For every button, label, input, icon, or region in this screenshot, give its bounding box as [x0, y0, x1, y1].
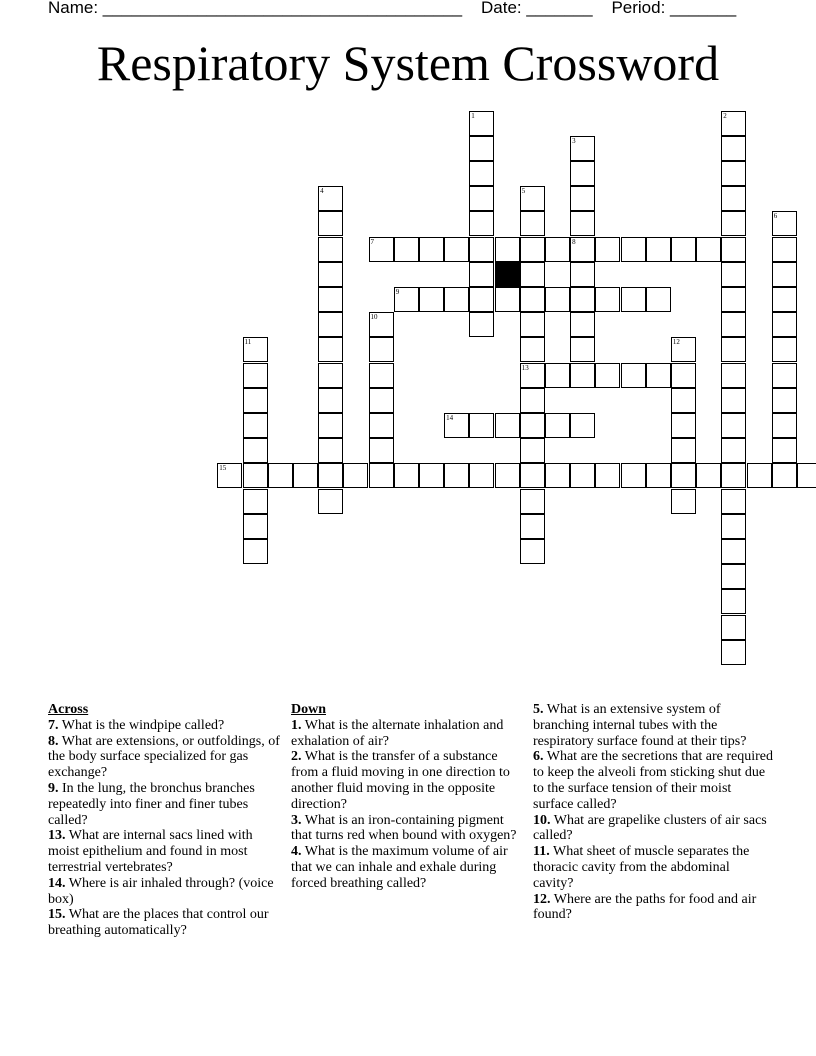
clue-item-number: 7.: [48, 717, 59, 733]
grid-cell[interactable]: [570, 161, 595, 186]
grid-cell[interactable]: [721, 589, 746, 614]
grid-cell[interactable]: [495, 413, 520, 438]
grid-cell[interactable]: [444, 237, 469, 262]
grid-cell[interactable]: [318, 463, 343, 488]
grid-cell[interactable]: [369, 438, 394, 463]
clue-item-text: What sheet of muscle separates the thoracic cavity from the abdominal cavity?: [533, 844, 750, 891]
clue-item-number: 5.: [533, 702, 544, 717]
grid-cell[interactable]: [520, 539, 545, 564]
black-square: [495, 262, 520, 287]
grid-cell[interactable]: [318, 312, 343, 337]
clue-item-text: In the lung, the bronchus branches repeatedly into finer and finer tubes called?: [48, 780, 255, 828]
grid-cell[interactable]: [595, 463, 620, 488]
grid-cell[interactable]: [671, 363, 696, 388]
clue-item: [48, 781, 284, 828]
grid-cell[interactable]: [343, 463, 368, 488]
clue-item-text: What are extensions, or outfoldings, of the body surface specialized for gas exchange?: [48, 733, 280, 781]
grid-cell[interactable]: [419, 237, 444, 262]
grid-cell[interactable]: [243, 388, 268, 413]
grid-cell[interactable]: [495, 463, 520, 488]
grid-cell[interactable]: [469, 186, 494, 211]
grid-cell[interactable]: [721, 413, 746, 438]
grid-cell[interactable]: [671, 237, 696, 262]
grid-cell[interactable]: [570, 287, 595, 312]
clue-number: 7: [370, 237, 374, 246]
across-heading: Across: [48, 702, 89, 717]
grid-cell[interactable]: [217, 463, 242, 488]
grid-cell[interactable]: [772, 413, 797, 438]
grid-cell[interactable]: [772, 211, 797, 236]
clue-item: [533, 892, 773, 924]
clue-number: 3: [572, 136, 576, 145]
grid-cell[interactable]: [318, 237, 343, 262]
grid-cell[interactable]: [696, 463, 721, 488]
grid-cell[interactable]: [495, 237, 520, 262]
grid-cell[interactable]: [369, 463, 394, 488]
grid-cell[interactable]: [545, 363, 570, 388]
grid-cell[interactable]: [621, 363, 646, 388]
grid-cell[interactable]: [243, 539, 268, 564]
grid-cell[interactable]: [721, 136, 746, 161]
grid-cell[interactable]: [721, 489, 746, 514]
grid-cell[interactable]: [520, 514, 545, 539]
clue-item-number: 9.: [48, 780, 59, 796]
grid-cell[interactable]: [721, 312, 746, 337]
grid-cell[interactable]: [721, 388, 746, 413]
clue-item-text: What is an iron-containing pigment that turns red when bound with oxygen?: [291, 812, 517, 844]
clue-item-number: 13.: [48, 828, 66, 844]
clue-number: 2: [723, 111, 727, 120]
date-field-label: Date: _______: [480, 0, 593, 17]
grid-cell[interactable]: [545, 237, 570, 262]
grid-cell[interactable]: [772, 337, 797, 362]
clue-item-text: What is an extensive system of branching internal tubes with the respiratory surface found at their tips?: [533, 702, 747, 749]
grid-cell[interactable]: [243, 463, 268, 488]
clue-item: [533, 749, 773, 812]
grid-cell[interactable]: [671, 489, 696, 514]
clue-item: [48, 828, 284, 875]
grid-cell[interactable]: [318, 287, 343, 312]
grid-cell[interactable]: [394, 463, 419, 488]
grid-cell[interactable]: [243, 413, 268, 438]
grid-cell[interactable]: [721, 111, 746, 136]
grid-cell[interactable]: [469, 211, 494, 236]
clue-number: 8: [572, 237, 576, 246]
grid-cell[interactable]: [570, 312, 595, 337]
grid-cell[interactable]: [721, 363, 746, 388]
grid-cell[interactable]: [570, 337, 595, 362]
clue-item-text: What are grapelike clusters of air sacs called?: [533, 812, 767, 844]
grid-cell[interactable]: [595, 237, 620, 262]
grid-cell[interactable]: [419, 287, 444, 312]
grid-cell[interactable]: [570, 186, 595, 211]
grid-cell[interactable]: [721, 287, 746, 312]
grid-cell[interactable]: [570, 136, 595, 161]
clue-item-number: 4.: [291, 844, 302, 860]
clue-item-text: What are internal sacs lined with moist epithelium and found in most terrestrial vertebrates?: [48, 828, 253, 875]
grid-cell[interactable]: [369, 337, 394, 362]
grid-cell[interactable]: [696, 237, 721, 262]
grid-cell[interactable]: [772, 287, 797, 312]
clue-item-text: What are the places that control our breathing automatically?: [48, 907, 269, 939]
clue-number: 6: [773, 212, 778, 221]
grid-cell[interactable]: [469, 312, 494, 337]
grid-cell[interactable]: [369, 237, 394, 262]
grid-cell[interactable]: [797, 463, 816, 488]
clue-item: [48, 718, 284, 734]
clue-item-text: What is the windpipe called?: [58, 717, 225, 733]
grid-cell[interactable]: [469, 463, 494, 488]
grid-cell[interactable]: [318, 388, 343, 413]
grid-cell[interactable]: [747, 463, 772, 488]
grid-cell[interactable]: [369, 413, 394, 438]
grid-cell[interactable]: [646, 237, 671, 262]
grid-cell[interactable]: [318, 186, 343, 211]
down-clues-continued: [533, 702, 773, 923]
grid-cell[interactable]: [721, 463, 746, 488]
grid-cell[interactable]: [570, 211, 595, 236]
grid-cell[interactable]: [671, 438, 696, 463]
grid-cell[interactable]: [570, 262, 595, 287]
grid-cell[interactable]: [469, 161, 494, 186]
name-field-label: Name: ______________________________________: [48, 0, 463, 17]
grid-cell[interactable]: [293, 463, 318, 488]
grid-cell[interactable]: [772, 463, 797, 488]
grid-cell[interactable]: [243, 514, 268, 539]
clue-item: [48, 734, 284, 781]
grid-cell[interactable]: [318, 413, 343, 438]
grid-cell[interactable]: [520, 489, 545, 514]
clue-number: 9: [395, 287, 400, 296]
grid-cell[interactable]: [721, 438, 746, 463]
grid-cell[interactable]: [469, 287, 494, 312]
clue-number: 14: [446, 413, 454, 422]
grid-cell[interactable]: [621, 287, 646, 312]
grid-cell[interactable]: [520, 211, 545, 236]
down-clues: [291, 702, 519, 892]
clue-item: [291, 813, 519, 845]
grid-cell[interactable]: [318, 211, 343, 236]
grid-cell[interactable]: [520, 287, 545, 312]
clue-number: 10: [370, 313, 378, 322]
grid-cell[interactable]: [721, 161, 746, 186]
clue-item: [291, 844, 519, 891]
grid-cell[interactable]: [772, 438, 797, 463]
grid-cell[interactable]: [444, 287, 469, 312]
grid-cell[interactable]: [369, 388, 394, 413]
grid-cell[interactable]: [520, 438, 545, 463]
grid-cell[interactable]: [520, 363, 545, 388]
clue-item-number: 12.: [533, 891, 551, 907]
grid-cell[interactable]: [570, 413, 595, 438]
clue-item-text: What is the alternate inhalation and exhalation of air?: [291, 717, 504, 749]
grid-cell[interactable]: [444, 413, 469, 438]
clue-item: [48, 907, 284, 939]
clue-item-number: 14.: [48, 875, 66, 891]
grid-cell[interactable]: [369, 312, 394, 337]
grid-cell[interactable]: [595, 287, 620, 312]
grid-cell[interactable]: [520, 463, 545, 488]
grid-cell[interactable]: [520, 337, 545, 362]
grid-cell[interactable]: [646, 287, 671, 312]
grid-cell[interactable]: [394, 287, 419, 312]
down-clue-list: [291, 718, 519, 892]
clue-item: [48, 876, 284, 908]
clue-number: 1: [471, 111, 475, 120]
clue-item: [291, 718, 519, 750]
grid-cell[interactable]: [671, 337, 696, 362]
clue-number: 11: [244, 338, 252, 347]
clue-item-text: Where are the paths for food and air found?: [533, 891, 757, 923]
across-clues: [48, 702, 284, 939]
grid-cell[interactable]: [721, 186, 746, 211]
clue-item-number: 15.: [48, 907, 66, 923]
grid-cell[interactable]: [646, 363, 671, 388]
grid-cell[interactable]: [369, 363, 394, 388]
clue-item: [533, 813, 773, 845]
clue-item: [291, 749, 519, 812]
grid-cell[interactable]: [721, 514, 746, 539]
clue-item-number: 2.: [291, 749, 302, 765]
clue-number: 13: [521, 363, 529, 372]
grid-cell[interactable]: [721, 564, 746, 589]
grid-cell[interactable]: [595, 363, 620, 388]
grid-cell[interactable]: [621, 237, 646, 262]
grid-cell[interactable]: [520, 262, 545, 287]
grid-cell[interactable]: [721, 262, 746, 287]
clue-item: [533, 702, 773, 749]
grid-cell[interactable]: [469, 136, 494, 161]
grid-cell[interactable]: [444, 463, 469, 488]
grid-cell[interactable]: [721, 640, 746, 665]
grid-cell[interactable]: [318, 337, 343, 362]
grid-cell[interactable]: [621, 463, 646, 488]
grid-cell[interactable]: [243, 489, 268, 514]
grid-cell[interactable]: [570, 463, 595, 488]
down-clue-list-continued: [533, 702, 773, 923]
grid-cell[interactable]: [721, 539, 746, 564]
grid-cell[interactable]: [671, 463, 696, 488]
grid-cell[interactable]: [520, 186, 545, 211]
clue-item-text: Where is air inhaled through? (voice box): [48, 875, 274, 907]
grid-cell[interactable]: [520, 388, 545, 413]
clue-number: 5: [521, 187, 526, 196]
grid-cell[interactable]: [469, 413, 494, 438]
page-title: Respiratory System Crossword: [96, 35, 720, 91]
clue-number: 12: [672, 338, 680, 347]
grid-cell[interactable]: [570, 237, 595, 262]
clue-item-number: 8.: [48, 733, 59, 749]
clue-item-text: What is the transfer of a substance from a fluid moving in one direction to another fluid moving in the opposite direction?: [291, 749, 510, 812]
grid-cell[interactable]: [318, 489, 343, 514]
grid-cell[interactable]: [772, 312, 797, 337]
grid-cell[interactable]: [243, 438, 268, 463]
period-field-label: Period: _______: [611, 0, 737, 17]
grid-cell[interactable]: [721, 237, 746, 262]
grid-cell[interactable]: [243, 337, 268, 362]
grid-cell[interactable]: [545, 413, 570, 438]
grid-cell[interactable]: [646, 463, 671, 488]
grid-cell[interactable]: [419, 463, 444, 488]
grid-cell[interactable]: [570, 363, 595, 388]
grid-cell[interactable]: [495, 287, 520, 312]
down-heading: Down: [291, 702, 327, 717]
grid-cell[interactable]: [721, 615, 746, 640]
across-clue-list: [48, 718, 284, 939]
grid-cell[interactable]: [520, 237, 545, 262]
clue-item-text: What are the secretions that are required to keep the alveoli from sticking shut due to the surface tension of their moist surface called?: [533, 749, 773, 812]
clue-item-number: 3.: [291, 812, 302, 828]
grid-cell[interactable]: [772, 262, 797, 287]
grid-cell[interactable]: [394, 237, 419, 262]
grid-cell[interactable]: [469, 111, 494, 136]
grid-cell[interactable]: [318, 363, 343, 388]
clue-item-text: What is the maximum volume of air that we can inhale and exhale during forced breathing called?: [291, 844, 508, 891]
grid-cell[interactable]: [545, 287, 570, 312]
grid-cell[interactable]: [772, 388, 797, 413]
clue-item-number: 11.: [533, 844, 550, 860]
clue-item-number: 10.: [533, 812, 551, 828]
grid-cell[interactable]: [469, 262, 494, 287]
grid-cell[interactable]: [520, 413, 545, 438]
grid-cell[interactable]: [772, 237, 797, 262]
grid-cell[interactable]: [671, 413, 696, 438]
grid-cell[interactable]: [545, 463, 570, 488]
grid-cell[interactable]: [469, 237, 494, 262]
clue-item-number: 1.: [291, 717, 302, 733]
clue-item-number: 6.: [533, 749, 544, 765]
grid-cell[interactable]: [671, 388, 696, 413]
clue-number: 4: [320, 187, 324, 196]
grid-cell[interactable]: [243, 363, 268, 388]
grid-cell[interactable]: [772, 363, 797, 388]
grid-cell[interactable]: [318, 262, 343, 287]
grid-cell[interactable]: [721, 337, 746, 362]
grid-cell[interactable]: [268, 463, 293, 488]
grid-cell[interactable]: [721, 211, 746, 236]
grid-cell[interactable]: [520, 312, 545, 337]
clue-item: [533, 844, 773, 891]
clue-number: 15: [219, 464, 227, 473]
grid-cell[interactable]: [318, 438, 343, 463]
